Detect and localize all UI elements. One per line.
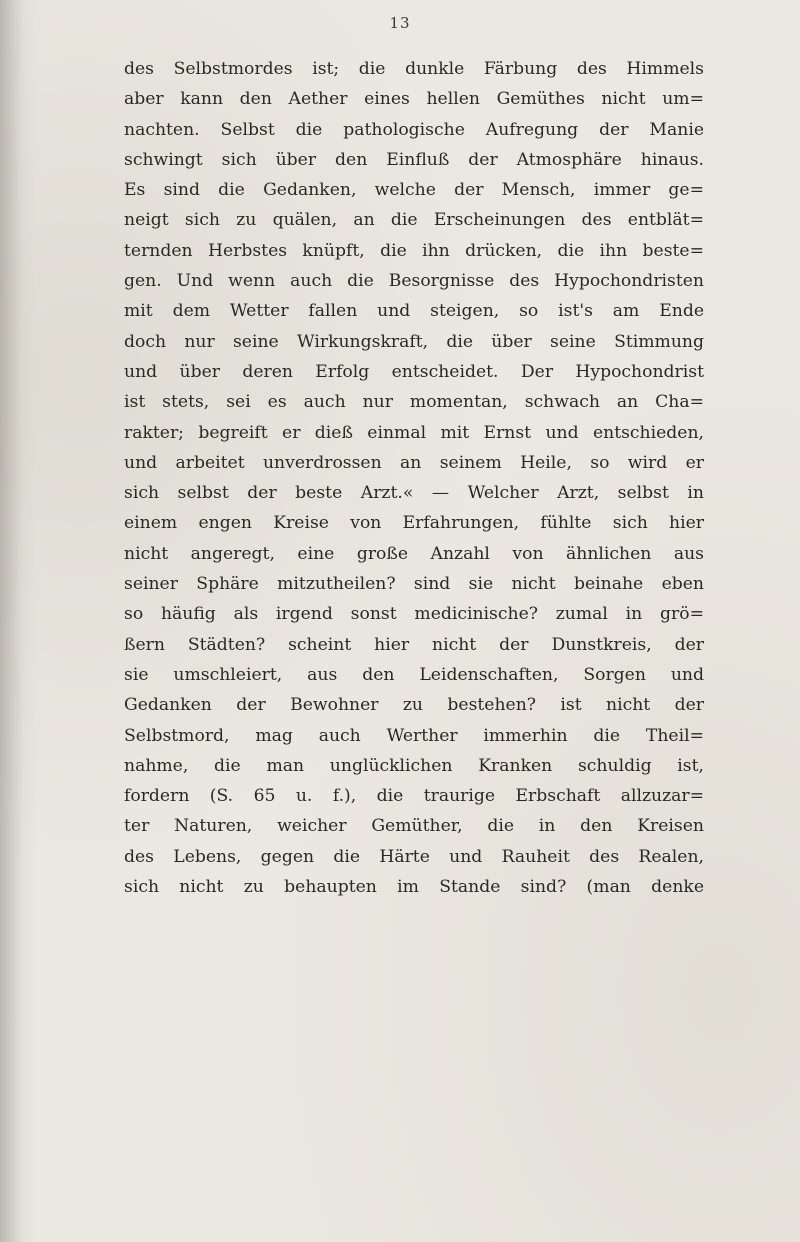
- text-line: und arbeitet unverdrossen an seinem Heile, so wird er: [124, 452, 704, 473]
- text-line: rakter; begreift er dieß einmal mit Ernst und entschieden,: [124, 422, 704, 443]
- text-line: sich nicht zu behaupten im Stande sind? (man denke: [124, 877, 704, 898]
- text-line: mit dem Wetter fallen und steigen, so ist's am Ende: [124, 301, 704, 322]
- text-line: Gedanken der Bewohner zu bestehen? ist nicht der: [124, 695, 704, 716]
- text-line: aber kann den Aether eines hellen Gemüthes nicht um=: [124, 89, 704, 110]
- text-line: Selbstmord, mag auch Werther immerhin die Theil=: [124, 725, 704, 746]
- text-line: des Selbstmordes ist; die dunkle Färbung des Himmels: [124, 59, 704, 79]
- text-line: nicht angeregt, eine große Anzahl von ähnlichen aus: [124, 543, 704, 564]
- text-line: neigt sich zu quälen, an die Erscheinungen des entblät=: [124, 210, 704, 231]
- text-line: schwingt sich über den Einfluß der Atmosphäre hinaus.: [124, 149, 704, 170]
- text-line: so häufig als irgend sonst medicinische? zumal in grö=: [124, 604, 704, 625]
- text-line: und über deren Erfolg entscheidet. Der Hypochondrist: [124, 361, 704, 382]
- text-line: ßern Städten? scheint hier nicht der Dunstkreis, der: [124, 634, 704, 655]
- text-line: seiner Sphäre mitzutheilen? sind sie nicht beinahe eben: [124, 574, 704, 595]
- text-line: sie umschleiert, aus den Leidenschaften, Sorgen und: [124, 664, 704, 685]
- text-line: des Lebens, gegen die Härte und Rauheit des Realen,: [124, 846, 704, 867]
- text-line: Es sind die Gedanken, welche der Mensch, immer ge=: [124, 180, 704, 201]
- text-line: sich selbst der beste Arzt.« — Welcher Arzt, selbst in: [124, 483, 704, 504]
- text-line: gen. Und wenn auch die Besorgnisse des Hypochondristen: [124, 271, 704, 292]
- text-line: ternden Herbstes knüpft, die ihn drücken, die ihn beste=: [124, 240, 704, 261]
- text-line: nahme, die man unglücklichen Kranken schuldig ist,: [124, 755, 704, 776]
- page-number: 13: [389, 14, 411, 32]
- text-line: einem engen Kreise von Erfahrungen, fühlte sich hier: [124, 513, 704, 534]
- text-line: ist stets, sei es auch nur momentan, schwach an Cha=: [124, 392, 704, 413]
- text-line: fordern (S. 65 u. f.), die traurige Erbschaft allzuzar=: [124, 786, 704, 807]
- text-line: nachten. Selbst die pathologische Aufregung der Manie: [124, 119, 704, 140]
- text-line: doch nur seine Wirkungskraft, die über seine Stimmung: [124, 331, 704, 352]
- page-binding-shadow: [0, 0, 38, 1242]
- body-text: [124, 54, 704, 902]
- text-line: ter Naturen, weicher Gemüther, die in den Kreisen: [124, 816, 704, 837]
